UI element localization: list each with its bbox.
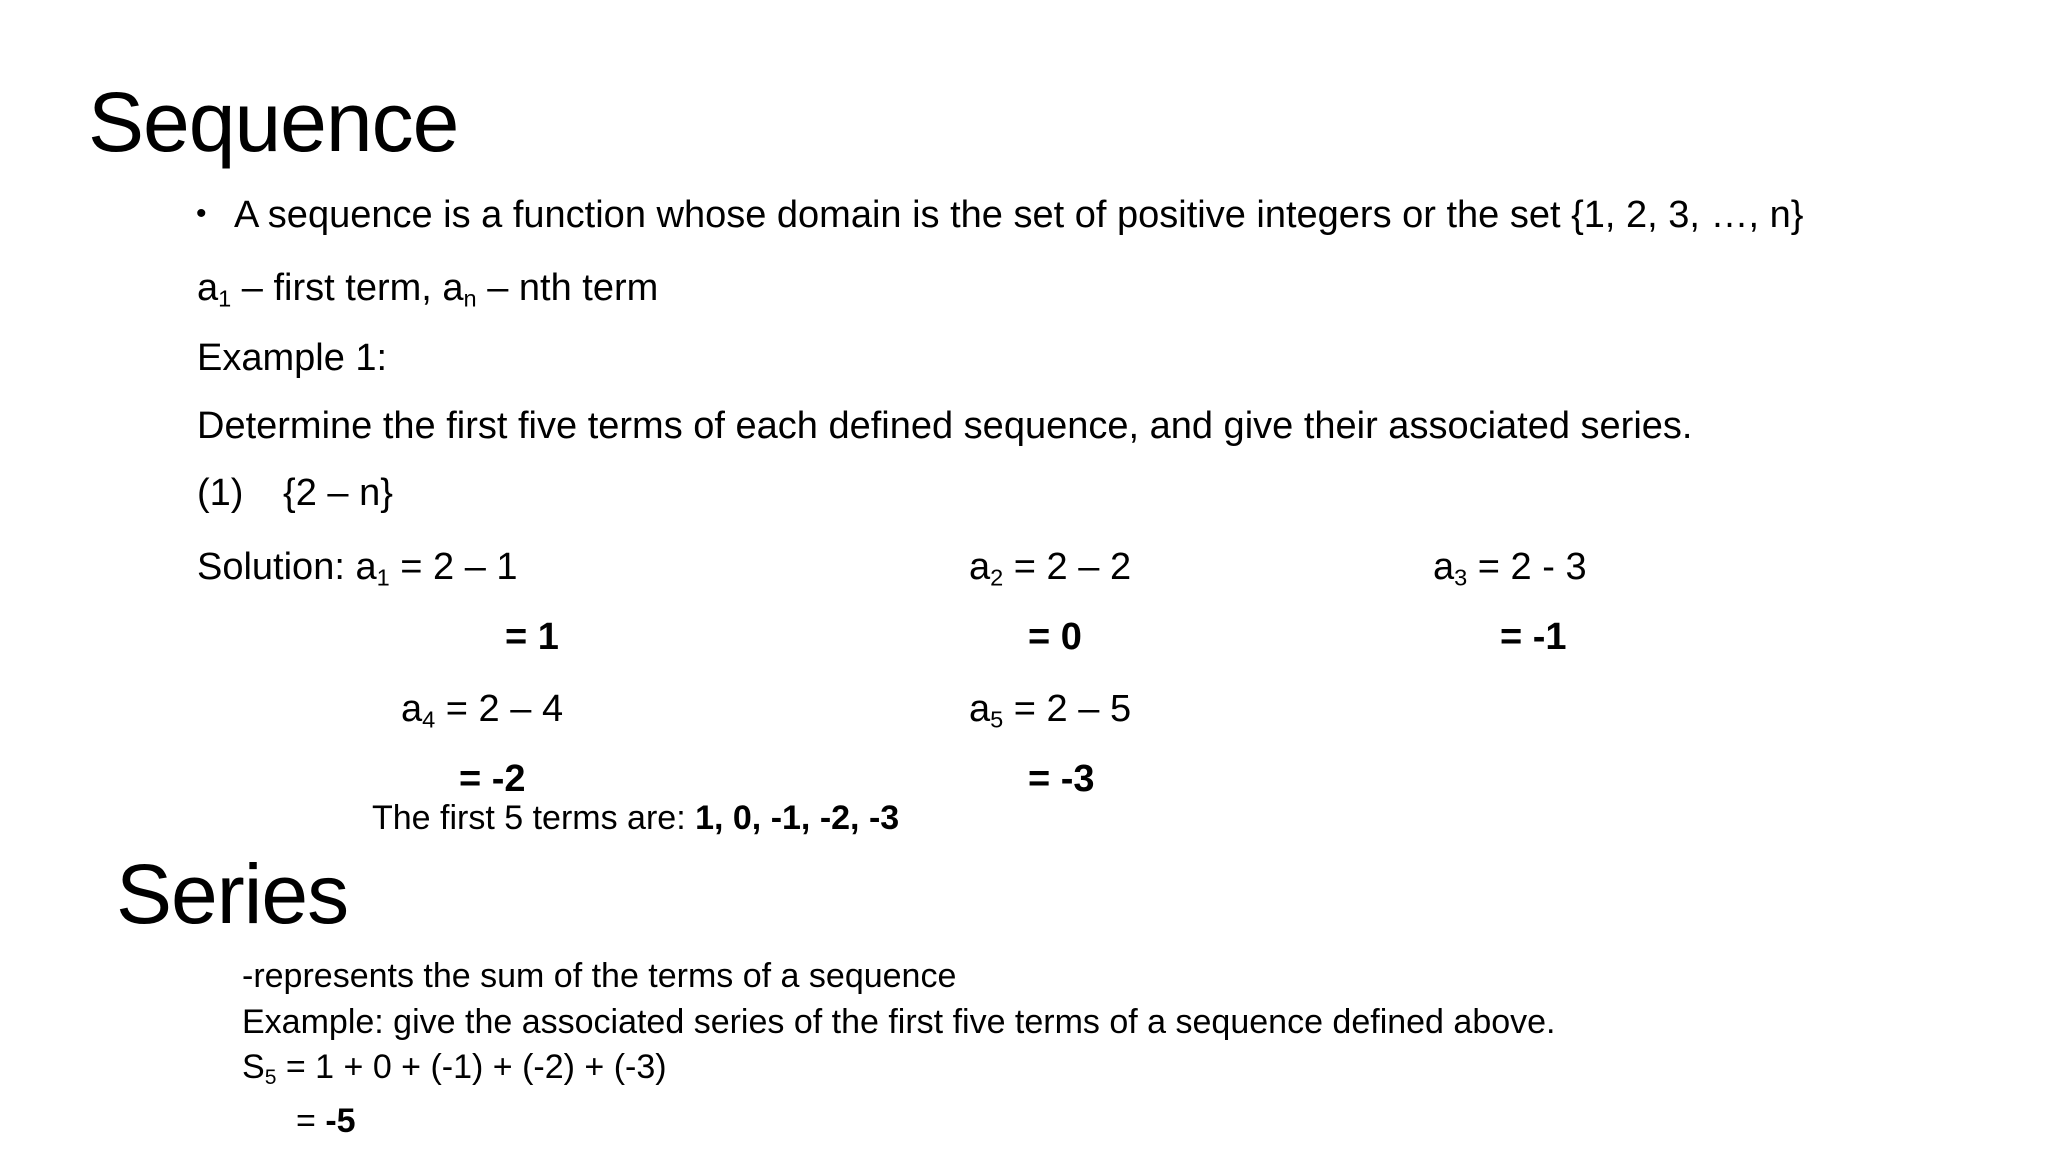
term-a4-result: = -2 bbox=[459, 758, 526, 800]
series-example: Example: give the associated series of the first five terms of a sequence defined above. bbox=[242, 1003, 1556, 1041]
term-a2 bbox=[969, 546, 1132, 591]
instruction-text: Determine the first five terms of each defined sequence, and give their associated series. bbox=[197, 405, 1693, 447]
first-five-label: The first 5 terms are: bbox=[372, 799, 696, 837]
terms-description bbox=[197, 267, 659, 312]
series-result-value: -5 bbox=[325, 1102, 356, 1140]
term-var: a bbox=[401, 688, 423, 730]
series-sum bbox=[242, 1048, 667, 1089]
bullet-icon: • bbox=[196, 197, 207, 231]
term-expression: = 2 – 4 bbox=[435, 688, 564, 730]
first-term-text: – first term, a bbox=[231, 267, 464, 309]
solution-label: Solution: bbox=[197, 546, 356, 588]
term-var: a bbox=[1433, 546, 1455, 588]
term-a5-result: = -3 bbox=[1028, 758, 1095, 800]
term-expression: = 2 – 1 bbox=[389, 546, 518, 588]
term-var: a bbox=[969, 688, 991, 730]
term-a1 bbox=[197, 546, 518, 591]
term-expression: = 2 – 2 bbox=[1003, 546, 1132, 588]
term-subscript: 5 bbox=[990, 706, 1004, 733]
term-a3 bbox=[1433, 546, 1587, 591]
term-var: a bbox=[197, 267, 219, 309]
sequence-definition-text: A sequence is a function whose domain is the set of positive integers or the set {1, 2, 3, …, n} bbox=[234, 194, 1804, 236]
series-result bbox=[296, 1104, 356, 1138]
term-subscript: 4 bbox=[422, 706, 436, 733]
term-var: a bbox=[355, 546, 377, 588]
sequence-title: Sequence bbox=[88, 75, 459, 169]
series-definition: -represents the sum of the terms of a sequence bbox=[242, 957, 957, 995]
term-subscript: 2 bbox=[990, 564, 1004, 591]
term-a5 bbox=[969, 688, 1132, 733]
example-label: Example 1: bbox=[197, 337, 388, 379]
nth-term-text: – nth term bbox=[476, 267, 659, 309]
sum-expression: = 1 + 0 + (-1) + (-2) + (-3) bbox=[276, 1048, 667, 1086]
series-result-prefix: = bbox=[296, 1102, 326, 1140]
term-expression: = 2 – 5 bbox=[1003, 688, 1132, 730]
term-subscript-n: n bbox=[463, 285, 477, 312]
series-title: Series bbox=[116, 847, 349, 941]
sum-var: S bbox=[242, 1048, 265, 1086]
term-a4 bbox=[401, 688, 564, 733]
term-a1-result: = 1 bbox=[505, 616, 559, 658]
problem-expression: {2 – n} bbox=[283, 472, 393, 514]
term-var: a bbox=[969, 546, 991, 588]
first-five-terms bbox=[372, 801, 899, 835]
first-five-values: 1, 0, -1, -2, -3 bbox=[695, 799, 900, 837]
term-subscript-1: 1 bbox=[218, 285, 232, 312]
term-a2-result: = 0 bbox=[1028, 616, 1082, 658]
sequence-definition bbox=[196, 196, 1804, 234]
sum-subscript: 5 bbox=[264, 1065, 277, 1089]
term-expression: = 2 - 3 bbox=[1467, 546, 1587, 588]
term-subscript: 1 bbox=[376, 564, 390, 591]
term-subscript: 3 bbox=[1454, 564, 1468, 591]
term-a3-result: = -1 bbox=[1500, 616, 1567, 658]
problem-number: (1) bbox=[197, 472, 244, 514]
